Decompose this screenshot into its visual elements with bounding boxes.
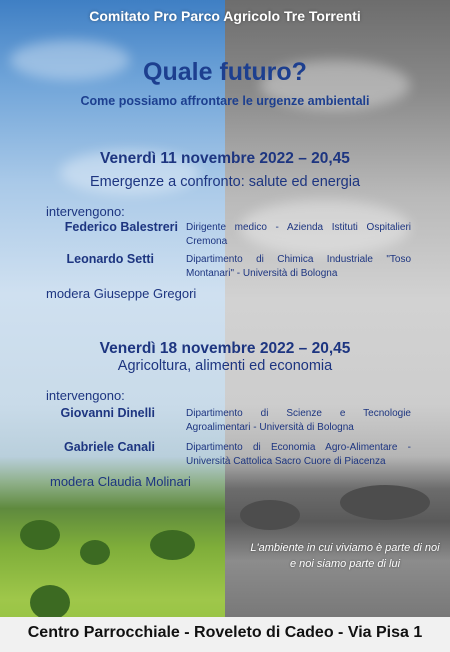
speaker-affiliation: Dirigente medico - Azienda Istituti Ospitalieri Cremona [186, 222, 411, 247]
quote-text: L'ambiente in cui viviamo è parte di noi e noi siamo parte di lui [250, 542, 440, 570]
venue-address: Centro Parrocchiale - Roveleto di Cadeo - Via Pisa 1 [27, 624, 423, 641]
moderator: modera Claudia Molinari [50, 474, 191, 489]
organizer-name: Comitato Pro Parco Agricolo Tre Torrenti [89, 8, 361, 24]
speaker-name: Leonardo Setti [66, 252, 154, 266]
moderator: modera Giuseppe Gregori [46, 286, 197, 301]
speaker-affiliation: Dipartimento di Economia Agro-Alimentare - Università Cattolica Sacro Cuore di Piacenza [186, 442, 411, 467]
speakers-label: intervengono: [46, 388, 125, 403]
speaker-name: Gabriele Canali [63, 440, 155, 454]
poster-title: Quale futuro? [143, 58, 307, 86]
speaker-affiliation: Dipartimento di Chimica Industriale "Toso Montanari" - Università di Bologna [186, 254, 411, 279]
speaker-name: Giovanni Dinelli [60, 406, 155, 420]
speaker-name: Federico Balestreri [64, 220, 178, 234]
speaker-affiliation: Dipartimento di Scienze e Tecnologie Agroalimentari - Università di Bologna [186, 408, 411, 433]
speakers-label: intervengono: [46, 204, 125, 219]
event-theme: Emergenze a confronto: salute ed energia [89, 174, 361, 190]
event-theme: Agricoltura, alimenti ed economia [117, 358, 333, 374]
event-date: Venerdì 18 novembre 2022 – 20,45 [99, 340, 351, 357]
poster-subtitle: Come possiamo affrontare le urgenze ambientali [80, 94, 370, 108]
event-date: Venerdì 11 novembre 2022 – 20,45 [100, 150, 350, 167]
venue-footer [0, 617, 450, 652]
